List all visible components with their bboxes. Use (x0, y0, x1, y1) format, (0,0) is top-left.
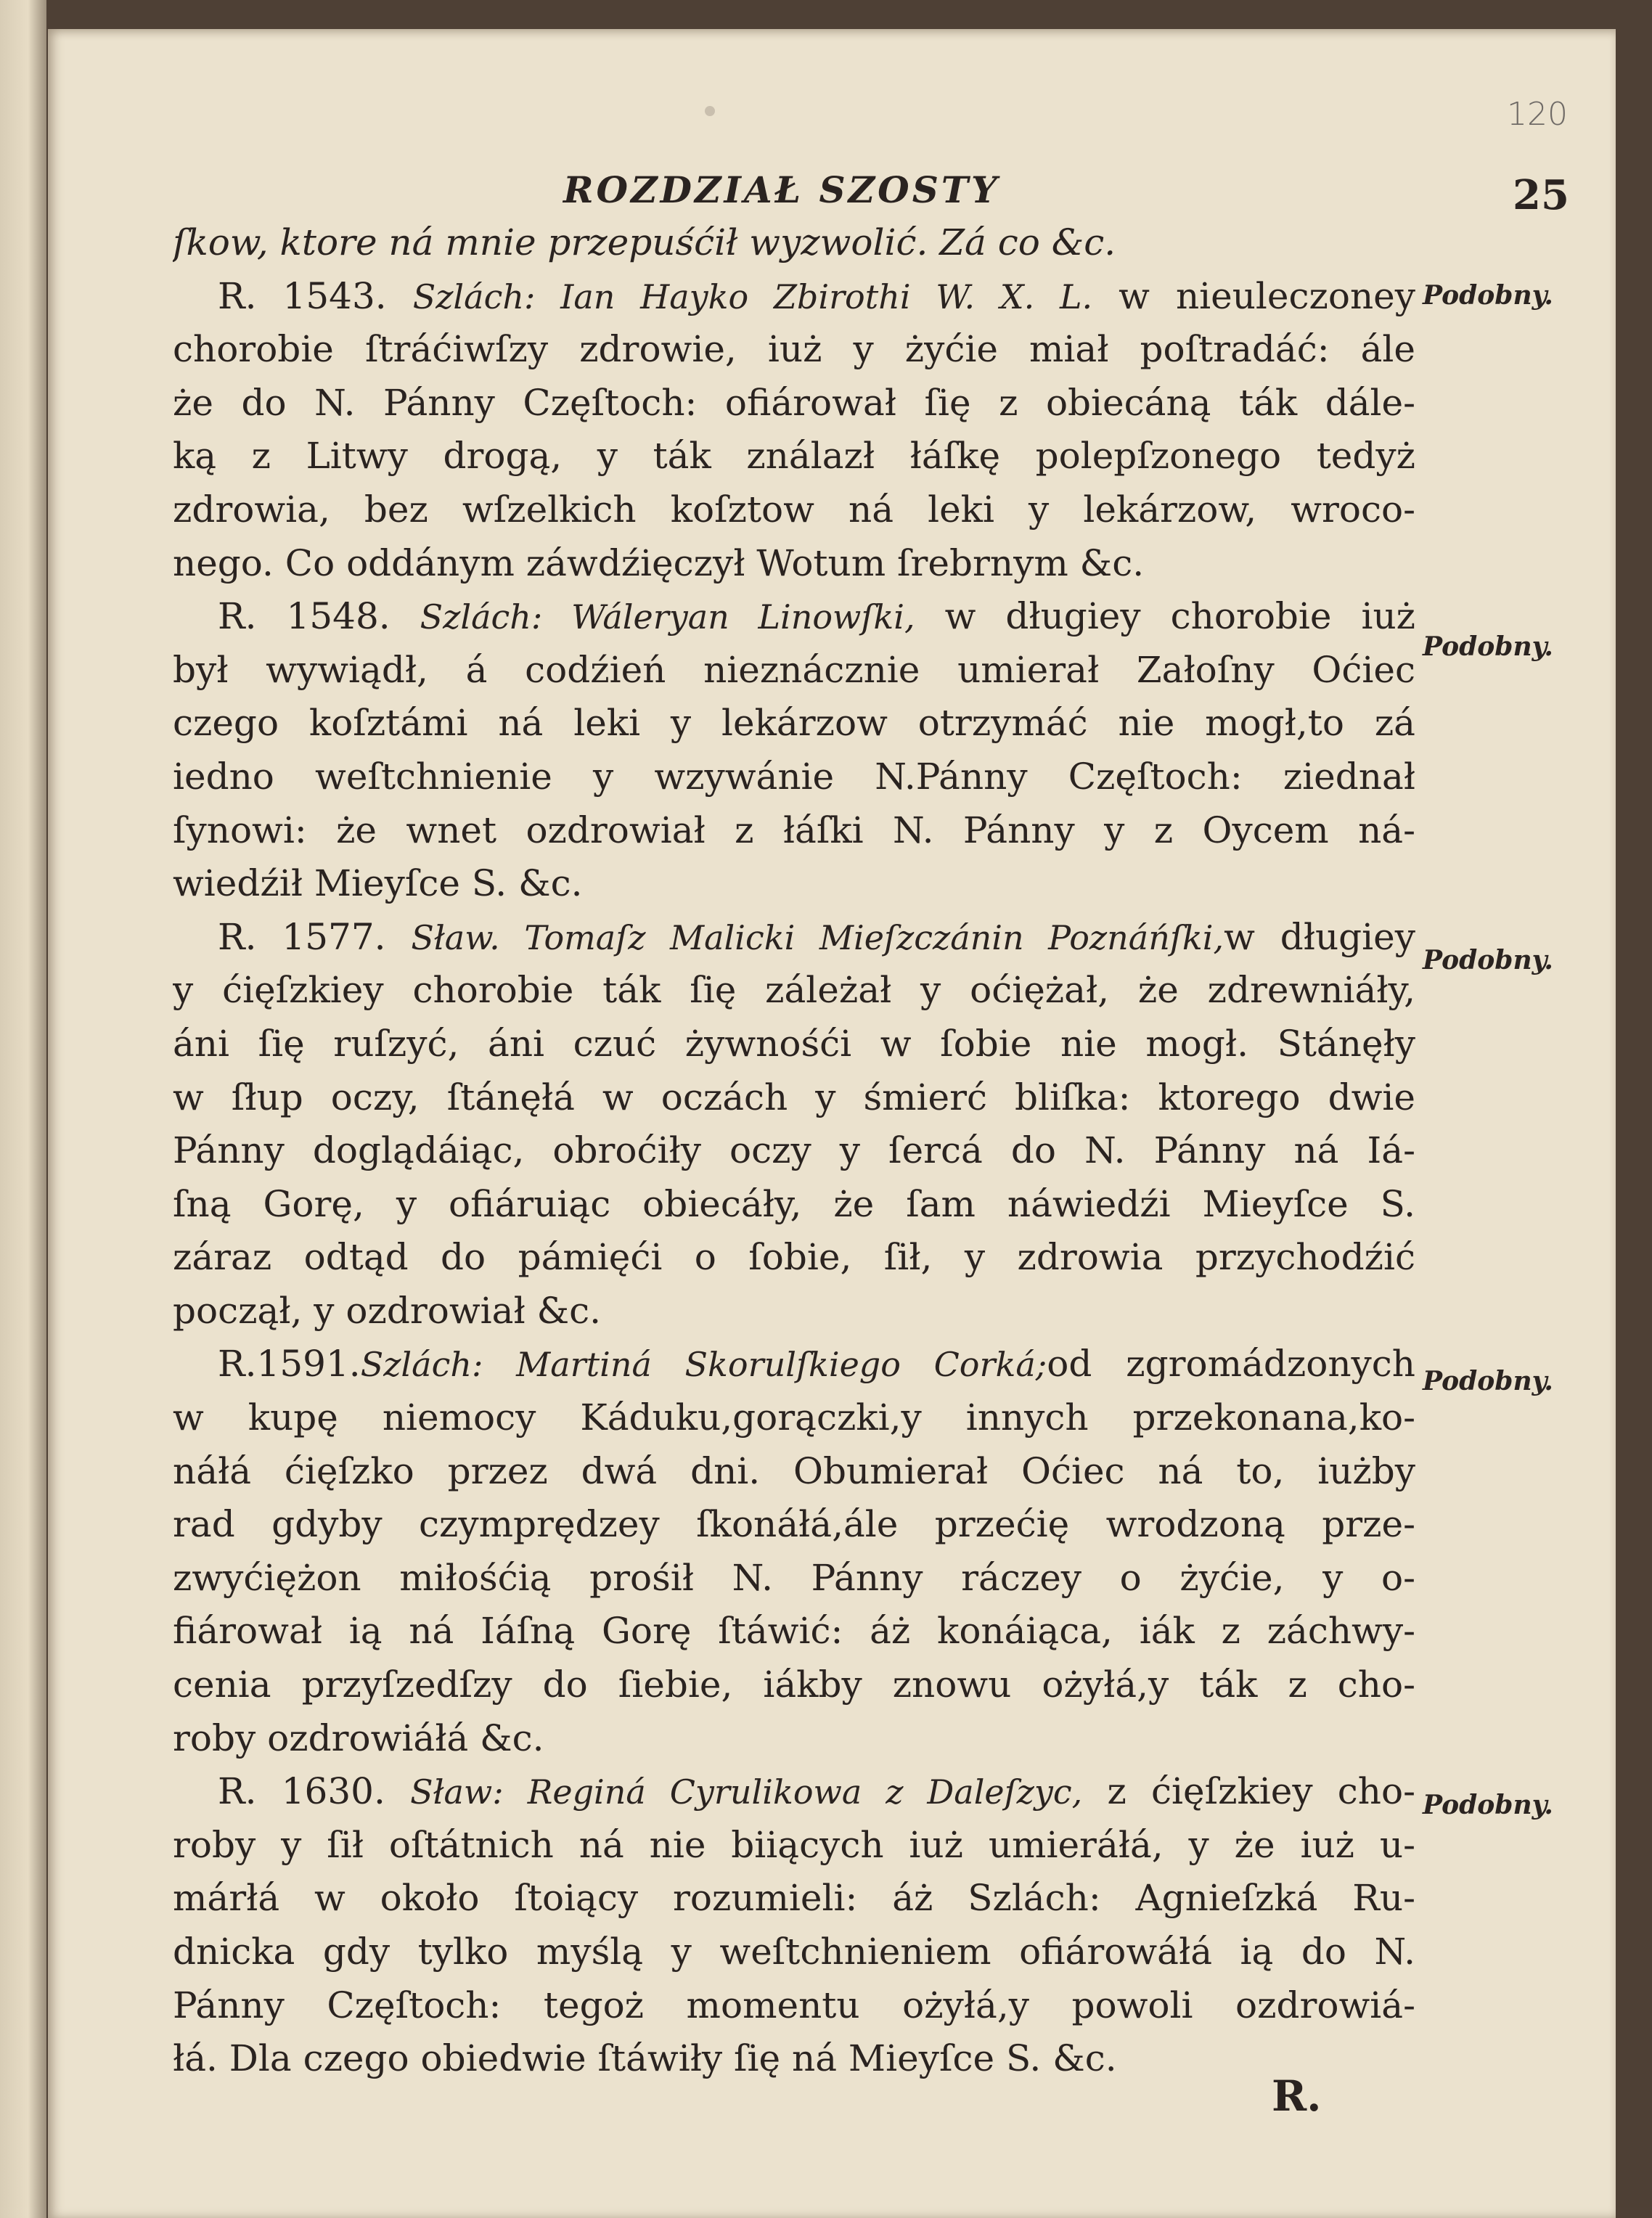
text-line (173, 430, 1415, 483)
line-text: zwyćiężon miłośćią prośił N. Pánny ráczey o żyćie, y o- (173, 1556, 1415, 1599)
line-text-after: w długiey (1224, 915, 1415, 958)
line-text: czego koſztámi ná leki y lekárzow otrzymáć nie mogł,to zá (173, 702, 1415, 745)
text-line (173, 1285, 1415, 1338)
line-italic-name: Szlách: Ian Hayko Zbirothi W. X. L. (412, 277, 1093, 316)
line-text: R.1591. (218, 1343, 361, 1386)
margin-note-4: Podobny. (1423, 1366, 1553, 1396)
line-text: zdrowia, bez wſzelkich koſztow ná leki y lekárzow, wroco- (173, 488, 1415, 531)
text-line (173, 1124, 1415, 1178)
line-text: ſynowi: że wnet ozdrowiał z łáſki N. Pánny y z Oycem ná- (173, 809, 1415, 851)
text-line (173, 750, 1415, 804)
text-line (173, 323, 1415, 377)
text-line (173, 1552, 1415, 1605)
line-text: áni ſię ruſzyć, áni czuć żywnośći w ſobie nie mogł. Stánęły (173, 1022, 1415, 1065)
margin-note-5: Podobny. (1423, 1790, 1553, 1820)
text-line (173, 1071, 1415, 1125)
text-line (173, 1445, 1415, 1499)
line-text: łá. Dla czego obiedwie ſtáwiły ſię ná Mieyſce S. &c. (173, 2037, 1117, 2080)
line-text-after: z ćięſzkiey cho- (1082, 1770, 1415, 1813)
text-line (173, 1391, 1415, 1445)
text-line (173, 1712, 1415, 1766)
text-line (173, 1979, 1415, 2033)
text-line (173, 644, 1415, 697)
line-italic-name: Sław. Tomaſz Malicki Mieſzczánin Poznáńſki, (411, 917, 1224, 957)
text-line (173, 1658, 1415, 1712)
line-text-after: w długiey chorobie iuż (915, 595, 1415, 638)
text-line (173, 537, 1415, 591)
facing-page-edge (0, 0, 46, 2218)
line-text: R. 1543. (218, 274, 413, 317)
book-page (48, 29, 1616, 2218)
line-text: Pánny Częſtoch: tegoż momentu ożyłá,y powoli ozdrowiá- (173, 1984, 1415, 2026)
text-line (173, 1872, 1415, 1926)
line-text: w kupę niemocy Káduku,gorączki,y innych przekonana,ko- (173, 1396, 1415, 1439)
text-line (173, 1498, 1415, 1552)
text-line (173, 1178, 1415, 1232)
line-text: roby y ſił oſtátnich ná nie biiących iuż umieráłá, y że iuż u- (173, 1823, 1415, 1866)
line-text: fiárował ią ná Iáſną Gorę ſtáwić: áż konáiąca, iák z záchwy- (173, 1610, 1415, 1653)
text-line (173, 377, 1415, 430)
text-line (173, 1765, 1415, 1819)
text-line (173, 1926, 1415, 1979)
line-text: nego. Co oddánym záwdźięczył Wotum ſrebrnym &c. (173, 541, 1145, 584)
line-text: R. 1548. (218, 595, 420, 638)
text-line (173, 964, 1415, 1018)
running-head: ROZDZIAŁ SZOSTY (563, 168, 1000, 211)
line-text: ſną Gorę, y ofiáruiąc obiecáły, że ſam náwiedźi Mieyſce S. (173, 1182, 1415, 1225)
line-italic-name: Sław: Reginá Cyrulikowa z Daleſzyc, (410, 1772, 1083, 1812)
margin-note-3: Podobny. (1423, 945, 1553, 975)
text-line (173, 270, 1415, 324)
margin-note-2: Podobny. (1423, 631, 1553, 662)
line-text: R. 1577. (218, 915, 412, 958)
text-line (173, 1231, 1415, 1285)
line-text: że do N. Pánny Częſtoch: ofiárował ſię z obiecáną ták dále- (173, 381, 1415, 424)
foliation-number: 120 (1507, 96, 1568, 133)
line-italic-name: Szlách: Wáleryan Linowſki, (420, 597, 915, 637)
page-hole (705, 106, 715, 116)
text-line (173, 590, 1415, 644)
line-text: chorobie ſtráćiwſzy zdrowie, iuż y żyćie miał poſtradáć: ále (173, 328, 1415, 371)
margin-note-1: Podobny. (1423, 280, 1553, 311)
text-line (173, 1338, 1415, 1391)
line-text: w ſłup oczy, ſtánęłá w oczách y śmierć bliſka: ktorego dwie (173, 1076, 1415, 1118)
line-italic-name: Szlách: Martiná Skorulſkiego Corká; (360, 1345, 1047, 1385)
text-line (173, 857, 1415, 911)
line-text: wiedźił Mieyſce S. &c. (173, 862, 583, 905)
catchword: R. (1272, 2071, 1322, 2121)
text-line (173, 1819, 1415, 1873)
text-line (173, 1605, 1415, 1658)
line-text: Pánny doglądáiąc, obroćiły oczy y ſercá do N. Pánny ná Iá- (173, 1129, 1415, 1172)
text-line (173, 1018, 1415, 1071)
line-text: począł, y ozdrowiał &c. (173, 1289, 601, 1332)
line-text: był wywiądł, á codźień nieznácznie umierał Załoſny Oćiec (173, 648, 1415, 691)
line-text: y ćięſzkiey chorobie ták ſię záleżał y oćiężał, że zdrewniáły, (173, 969, 1415, 1012)
line-text: ką z Litwy drogą, y ták ználazł łáſkę polepſzonego tedyż (173, 435, 1415, 478)
line-text: náłá ćięſzko przez dwá dni. Obumierał Oćiec ná to, iużby (173, 1449, 1415, 1492)
line-text: záraz odtąd do pámięći o ſobie, ſił, y zdrowia przychodźić (173, 1236, 1415, 1279)
body-text (173, 216, 1415, 2086)
line-text: rad gdyby czymprędzey ſkonáłá,ále przećię wrodzoną prze- (173, 1503, 1415, 1546)
text-line (173, 911, 1415, 965)
line-text: dnicka gdy tylko myślą y weſtchnieniem ofiárowáłá ią do N. (173, 1931, 1415, 1973)
line-text-after: w nieuleczoney (1092, 274, 1415, 317)
line-text: roby ozdrowiáłá &c. (173, 1716, 544, 1759)
page-number: 25 (1513, 171, 1569, 219)
line-text-after: od zgromádzonych (1047, 1343, 1415, 1386)
text-line (173, 483, 1415, 537)
text-line (173, 697, 1415, 750)
line-text: iedno weſtchnienie y wzywánie N.Pánny Częſtoch: ziednał (173, 755, 1415, 798)
line-text: R. 1630. (218, 1770, 411, 1813)
line-text: ſkow, ktore ná mnie przepuśćił wyzwolić. Zá co &c. (173, 221, 1116, 263)
text-line (173, 2032, 1415, 2086)
text-line (173, 804, 1415, 858)
text-line (173, 216, 1415, 270)
line-text: cenia przyſzedſzy do ſiebie, iákby znowu ożyłá,y ták z cho- (173, 1664, 1415, 1706)
line-text: márłá w około ſtoiący rozumieli: áż Szlách: Agnieſzká Ru- (173, 1877, 1415, 1920)
